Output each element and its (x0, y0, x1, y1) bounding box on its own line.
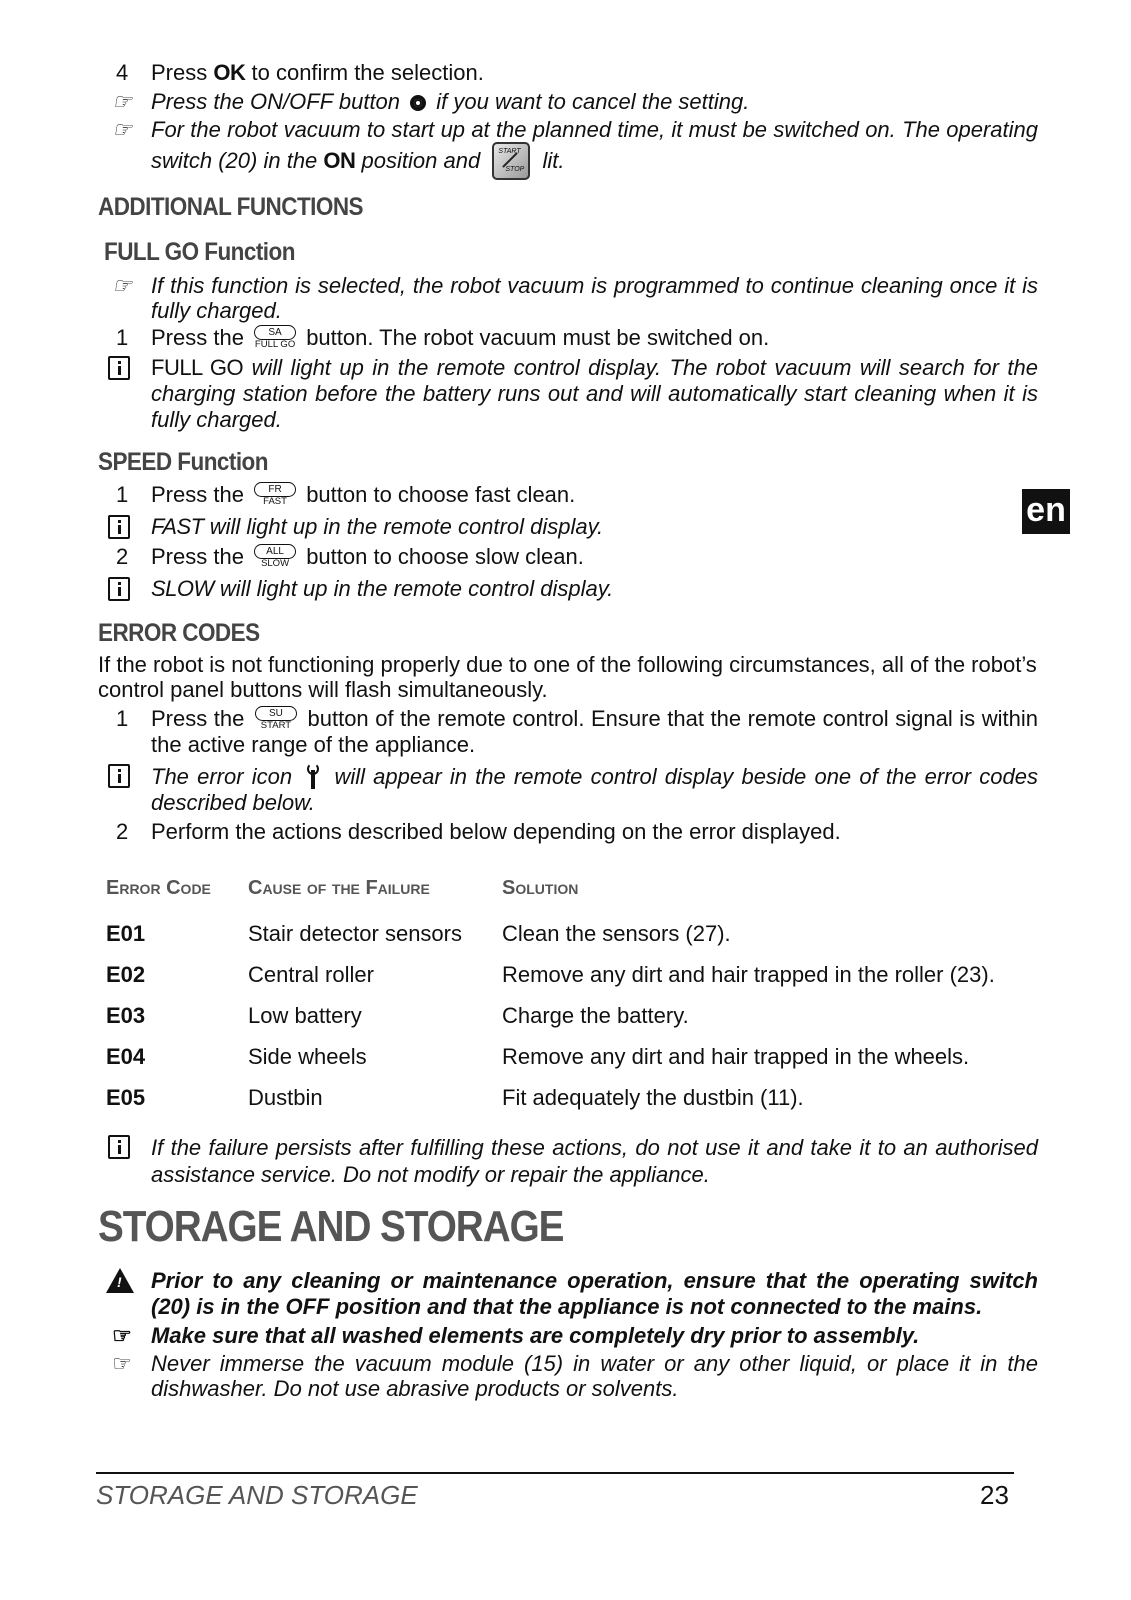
ok-label: OK (213, 60, 246, 85)
info-text-pre: The error icon (151, 764, 293, 789)
note-text-pre: For the robot vacuum to start up at the planned time, it must be switched on. The operating switch (20) in the (151, 117, 1038, 173)
step-number: 2 (116, 819, 129, 844)
step-text-pre: Press the (151, 706, 245, 731)
error-cause: Central roller (248, 962, 374, 987)
on-label: ON (323, 148, 356, 173)
display-label: FULL GO (151, 355, 244, 380)
error-solution: Remove any dirt and hair trapped in the wheels. (502, 1044, 970, 1069)
step-text-post: button. The robot vacuum must be switched on. (306, 325, 770, 350)
start-stop-icon: START STOP (492, 142, 530, 180)
step-number: 2 (116, 544, 129, 569)
step-text-pre: Press (151, 60, 208, 85)
note-text-post: lit. (542, 148, 565, 173)
info-text: will light up in the remote control display. (209, 514, 604, 539)
footer-divider (96, 1472, 1014, 1474)
display-label: SLOW (151, 576, 214, 601)
error-solution: Charge the battery. (502, 1003, 689, 1028)
error-cause: Dustbin (248, 1085, 323, 1110)
note-text-mid: position and (361, 148, 481, 173)
step-text: Perform the actions described below depending on the error displayed. (151, 819, 841, 844)
page-number: 23 (980, 1480, 1009, 1510)
note-cancel (98, 89, 1038, 115)
pointing-hand-icon: ☞ (112, 89, 132, 114)
header-error-code: Error Code (106, 877, 211, 899)
fast-button-icon: FR FAST (252, 482, 298, 508)
step-confirm (98, 60, 1038, 86)
info-icon (108, 577, 130, 601)
pointing-hand-icon: ☞ (112, 273, 132, 298)
display-label: FAST (151, 514, 204, 539)
step-text-post: to confirm the selection. (251, 60, 484, 85)
info-icon (108, 356, 130, 380)
error-intro: If the robot is not functioning properly due to one of the following circumstances, all of the robot’s control panel buttons will flash simultaneously. (98, 652, 1037, 702)
info-text: will light up in the remote control display. The robot vacuum will search for the charging station before the battery runs out and will automatically start cleaning when it is fully charged. (151, 355, 1038, 432)
header-solution: Solution (502, 877, 579, 899)
step-fast (98, 482, 1038, 508)
info-slow (98, 576, 1038, 602)
note-text: Make sure that all washed elements are completely dry prior to assembly. (151, 1323, 920, 1348)
warning-storage (98, 1268, 1038, 1320)
info-icon (108, 515, 130, 539)
heading-error-codes: ERROR CODES (98, 619, 260, 647)
info-error-icon (98, 763, 1038, 816)
note-dry (98, 1323, 1038, 1349)
warning-text: Prior to any cleaning or maintenance operation, ensure that the operating switch (20) is in the OFF position and that the appliance is not connected to the mains. (151, 1268, 1038, 1319)
note-planned-start (98, 117, 1038, 180)
error-cause: Side wheels (248, 1044, 367, 1069)
error-table (106, 875, 995, 1126)
heading-storage: STORAGE AND STORAGE (98, 1202, 564, 1251)
step-number: 1 (116, 706, 129, 731)
pointing-hand-icon: ☞ (112, 117, 132, 142)
error-solution: Remove any dirt and hair trapped in the roller (23). (502, 962, 995, 987)
slow-button-icon: ALL SLOW (252, 544, 298, 570)
step-text-pre: Press the (151, 325, 244, 350)
error-cause: Stair detector sensors (248, 921, 462, 946)
note-text: If this function is selected, the robot vacuum is programmed to continue cleaning once it is fully charged. (151, 273, 1038, 323)
step-number: 1 (116, 325, 129, 350)
step-text-post: button of the remote control. Ensure that the remote control signal is within the active range of the appliance. (151, 706, 1038, 757)
step-text-post: button to choose fast clean. (306, 482, 576, 507)
table-row (106, 1085, 995, 1126)
full-go-button-icon: SA FULL GO (254, 327, 296, 350)
info-failure-persists (98, 1134, 1038, 1188)
header-cause: Cause of the Failure (248, 877, 430, 899)
heading-speed: SPEED Function (98, 448, 268, 476)
info-fast (98, 514, 1038, 540)
warning-icon (106, 1268, 134, 1293)
note-text-pre: Press the ON/OFF button (151, 89, 401, 114)
pointing-hand-icon: ☞ (112, 1351, 132, 1376)
error-cause: Low battery (248, 1003, 362, 1028)
step-text-post: button to choose slow clean. (306, 544, 584, 569)
table-row (106, 962, 995, 1003)
start-button-icon: SU START (253, 706, 299, 732)
table-row (106, 1003, 995, 1044)
step-number: 1 (116, 482, 129, 507)
note-text-post: if you want to cancel the setting. (436, 89, 750, 114)
note-text: Never immerse the vacuum module (15) in water or any other liquid, or place it in the dishwasher. Do not use abrasive products or solvents. (151, 1351, 1038, 1401)
table-row (106, 921, 995, 962)
page-body (98, 60, 1038, 1401)
note-full-go (98, 273, 1038, 323)
language-tab: en (1022, 489, 1070, 534)
heading-full-go: FULL GO Function (104, 238, 295, 266)
error-solution: Clean the sensors (27). (502, 921, 731, 946)
table-header-row (106, 875, 995, 921)
step-text-pre: Press the (151, 544, 244, 569)
power-button-icon (410, 95, 426, 111)
info-icon (108, 1135, 130, 1159)
error-code: E02 (106, 962, 146, 987)
footer-section-title: STORAGE AND STORAGE (96, 1480, 418, 1510)
note-immerse (98, 1351, 1038, 1401)
info-full-go (98, 355, 1038, 433)
error-code: E01 (106, 921, 146, 946)
info-text: will light up in the remote control display. (219, 576, 614, 601)
error-code: E05 (106, 1085, 146, 1110)
error-solution: Fit adequately the dustbin (11). (502, 1085, 804, 1110)
step-error-2 (98, 819, 1038, 845)
step-text-pre: Press the (151, 482, 244, 507)
info-text: If the failure persists after fulfilling these actions, do not use it and take it to an authorised assistance service. Do not modify or repair the appliance. (151, 1135, 1038, 1187)
step-full-go (98, 325, 1038, 351)
info-text-post: will appear in the remote control display beside one of the error codes described below. (151, 764, 1038, 815)
wrench-icon (306, 763, 320, 789)
step-slow (98, 544, 1038, 570)
pointing-hand-icon: ☞ (112, 1323, 132, 1348)
step-error-1 (98, 706, 1038, 758)
step-number: 4 (116, 60, 129, 85)
table-row (106, 1044, 995, 1085)
error-code: E03 (106, 1003, 146, 1028)
error-code: E04 (106, 1044, 146, 1069)
info-icon (108, 764, 130, 788)
heading-additional-functions: ADDITIONAL FUNCTIONS (98, 193, 364, 221)
